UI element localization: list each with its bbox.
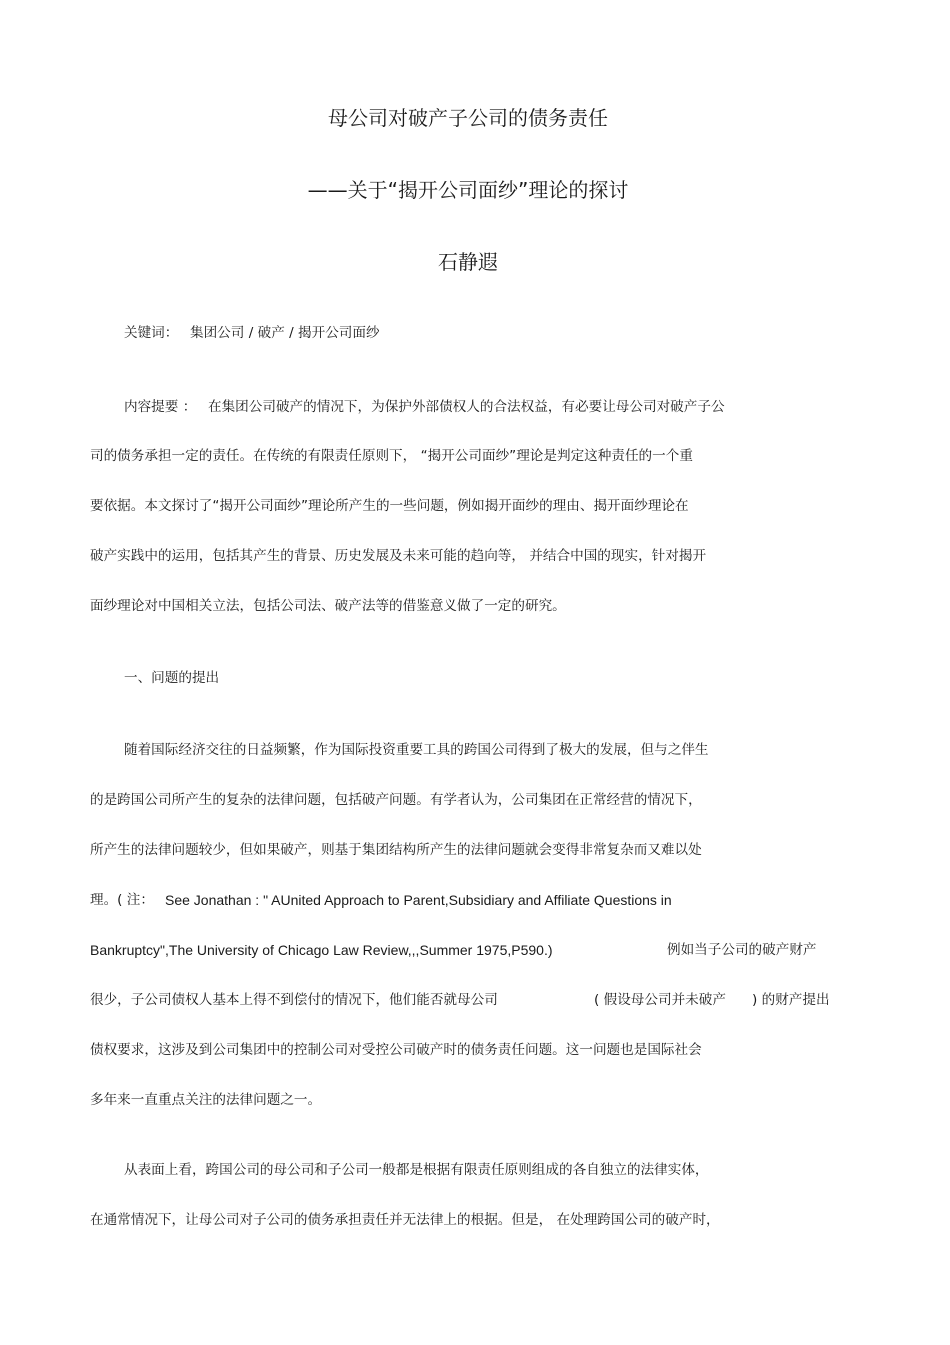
section-heading: 一、问题的提出 xyxy=(124,670,220,686)
abstract-line: 破产实践中的运用，包括其产生的背景、历史发展及未来可能的趋向等， 并结合中国的现实，针对揭开 xyxy=(90,548,707,564)
paragraph-line: 所产生的法律问题较少，但如果破产，则基于集团结构所产生的法律问题就会变得非常复杂而又难以处 xyxy=(90,842,702,858)
abstract-line: 在集团公司破产的情况下，为保护外部债权人的合法权益，有必要让母公司对破产子公 xyxy=(208,399,725,415)
abstract-line: 要依据。本文探讨了“揭开公司面纱”理论所产生的一些问题，例如揭开面纱的理由、揭开面纱理论在 xyxy=(90,498,689,514)
keywords-label: 关键词： xyxy=(124,325,179,341)
paragraph-line: ( 假设母公司并未破产 xyxy=(594,992,726,1008)
keywords-value: 集团公司 / 破产 / 揭开公司面纱 xyxy=(190,325,380,341)
paragraph-line: 在通常情况下，让母公司对子公司的债务承担责任并无法律上的根据。但是， 在处理跨国公司的破产时， xyxy=(90,1212,720,1228)
paragraph-line: 债权要求，这涉及到公司集团中的控制公司对受控公司破产时的债务责任问题。这一问题也是国际社会 xyxy=(90,1042,702,1058)
paragraph-line: 的是跨国公司所产生的复杂的法律问题，包括破产问题。有学者认为，公司集团在正常经营的情况下， xyxy=(90,792,702,808)
paragraph-line: 从表面上看，跨国公司的母公司和子公司一般都是根据有限责任原则组成的各自独立的法律实体， xyxy=(124,1162,709,1178)
author-name: 石静遐 xyxy=(438,250,498,274)
footnote-citation: Bankruptcy",The University of Chicago Law Review,,,Summer 1975,P590.) xyxy=(90,942,553,958)
paragraph-line: 随着国际经济交往的日益频繁，作为国际投资重要工具的跨国公司得到了极大的发展，但与之伴生 xyxy=(124,742,709,758)
paragraph-line: ) 的财产提出 xyxy=(752,992,830,1008)
paragraph-line: 理。( 注： xyxy=(90,892,154,908)
document-title: 母公司对破产子公司的债务责任 xyxy=(328,106,608,130)
paragraph-line: 例如当子公司的破产财产 xyxy=(667,942,817,958)
paragraph-line: 很少，子公司债权人基本上得不到偿付的情况下，他们能否就母公司 xyxy=(90,992,498,1008)
document-subtitle: ——关于“揭开公司面纱”理论的探讨 xyxy=(307,178,629,202)
abstract-label: 内容提要 ： xyxy=(124,399,197,415)
abstract-line: 面纱理论对中国相关立法，包括公司法、破产法等的借鉴意义做了一定的研究。 xyxy=(90,598,566,614)
abstract-line: 司的债务承担一定的责任。在传统的有限责任原则下， “揭开公司面纱”理论是判定这种责任的一个重 xyxy=(90,448,693,464)
footnote-citation: See Jonathan : " AUnited Approach to Parent,Subsidiary and Affiliate Questions in xyxy=(165,892,672,908)
paragraph-line: 多年来一直重点关注的法律问题之一。 xyxy=(90,1092,322,1108)
